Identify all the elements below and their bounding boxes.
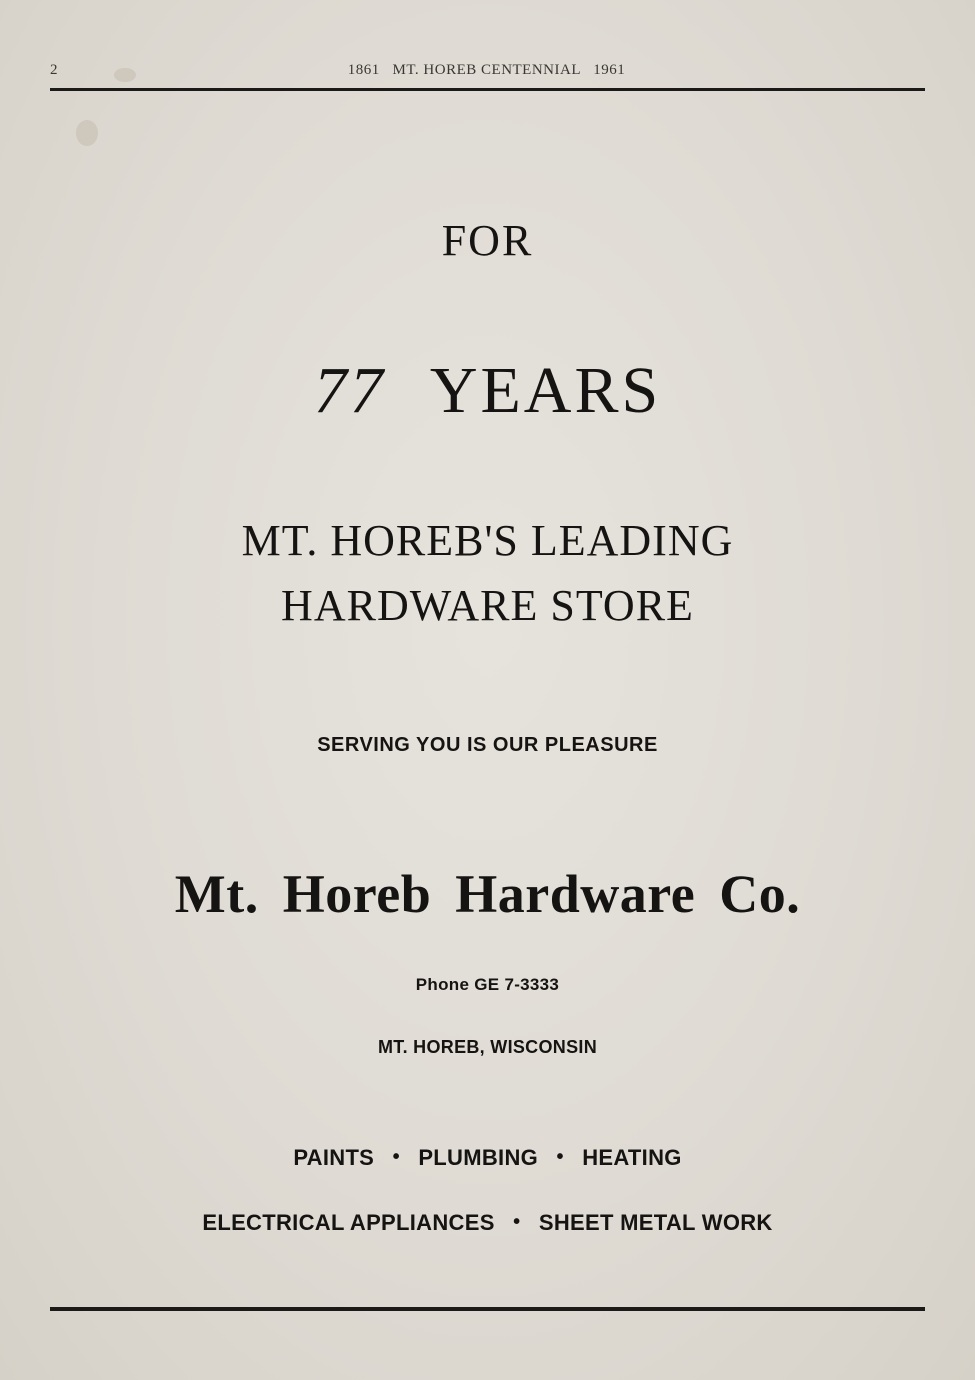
services-row-1 [0,1145,975,1171]
service-heating: HEATING [582,1145,682,1170]
location: MT. HOREB, WISCONSIN [377,1037,597,1057]
footer-rule [50,1307,925,1311]
service-sheet-metal-work: SHEET METAL WORK [538,1210,773,1235]
company-name: Mt. Horeb Hardware Co. [174,864,801,924]
page-number: 2 [50,62,58,78]
bullet-icon: • [392,1146,400,1168]
services-row-2 [0,1210,975,1236]
service-paints: PAINTS [293,1145,375,1170]
tagline-line-2: HARDWARE STORE [281,581,694,630]
header-rule [50,88,925,91]
service-plumbing: PLUMBING [418,1145,539,1170]
running-title: 1861 MT. HOREB CENTENNIAL 1961 [347,62,626,78]
service-electrical-appliances: ELECTRICAL APPLIANCES [202,1210,495,1235]
bullet-icon: • [556,1146,564,1168]
paper-stain [76,120,98,146]
ad-for-word: FOR [441,216,534,265]
ad-years-line [0,353,975,429]
phone-number: Phone GE 7-3333 [415,975,560,994]
tagline-line-1: MT. HOREB'S LEADING [241,516,734,565]
years-number: 77 [313,354,386,427]
years-word: YEARS [429,354,662,427]
serving-slogan: SERVING YOU IS OUR PLEASURE [317,734,658,756]
bullet-icon: • [513,1211,521,1233]
page-header [50,60,923,84]
